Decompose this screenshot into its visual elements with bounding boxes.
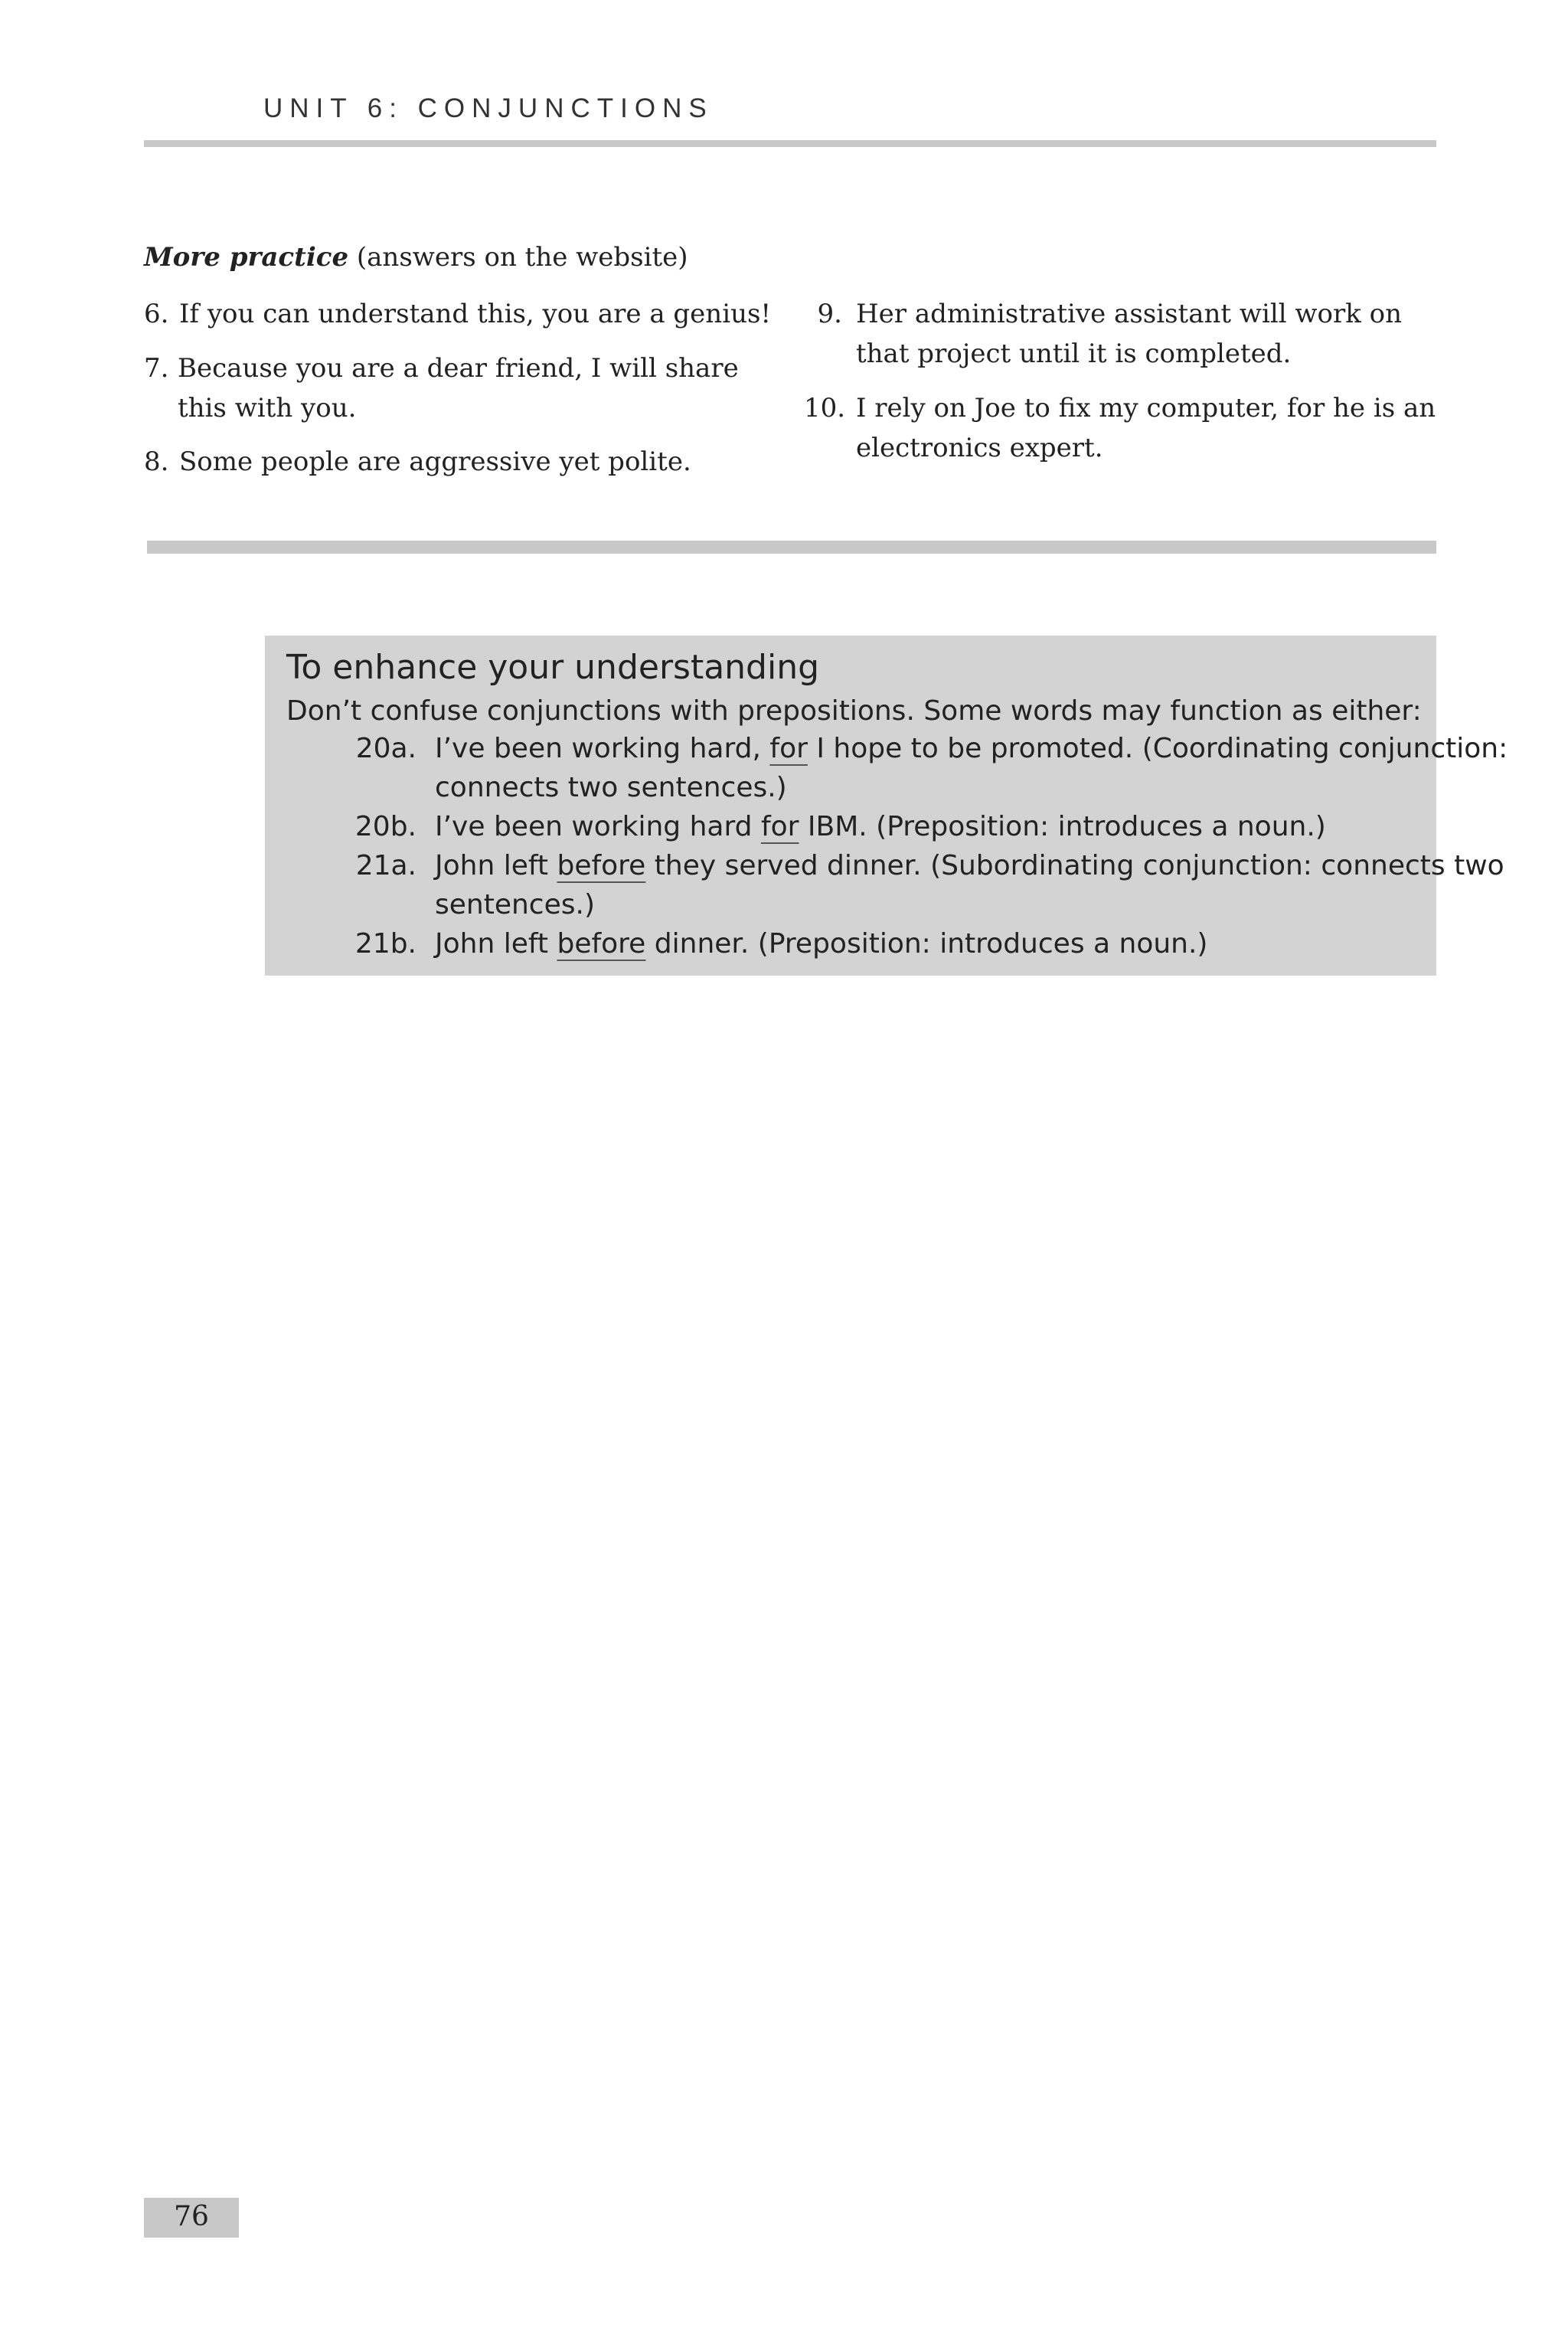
exercise-text: If you can understand this, you are a genius!	[179, 299, 772, 329]
example-text-pre: John left	[435, 850, 557, 881]
example-number: 20b.	[354, 811, 416, 842]
example-text-post: IBM. (Preposition: introduces a noun.)	[799, 811, 1326, 842]
example-item	[286, 807, 1427, 846]
exercise-number: 9.	[817, 299, 842, 329]
box-title: To enhance your understanding	[286, 648, 820, 687]
exercise-text: that project until it is completed.	[856, 338, 1292, 369]
box-intro: Don’t confuse conjunctions with prepositions. Some words may function as either:	[286, 695, 1422, 727]
more-practice-label: More practice	[144, 242, 349, 273]
exercise-item	[144, 348, 802, 433]
example-text-pre: John left	[435, 928, 557, 960]
underlined-word: for	[769, 733, 808, 764]
example-text-pre: I’ve been working hard	[435, 811, 761, 842]
example-number: 21a.	[355, 850, 416, 881]
exercise-text: electronics expert.	[856, 433, 1103, 463]
example-text-post: they served dinner. (Subordinating conjunction: connects two	[645, 850, 1504, 881]
underlined-word: before	[557, 928, 646, 960]
exercise-number: 8.	[144, 446, 169, 477]
example-number: 21b.	[354, 928, 416, 960]
exercise-item	[144, 442, 802, 488]
underlined-word: before	[557, 850, 646, 881]
example-item	[286, 729, 1508, 807]
exercise-number: 7.	[144, 353, 169, 384]
page-number: 76	[174, 2201, 209, 2232]
page-number-box	[144, 2198, 239, 2238]
example-text-continued: connects two sentences.)	[435, 772, 787, 803]
exercise-item	[812, 294, 1436, 378]
exercise-text: this with you.	[178, 393, 357, 423]
section-rule	[147, 541, 1436, 554]
example-text-post: I hope to be promoted. (Coordinating conjunction:	[807, 733, 1508, 764]
exercise-item	[804, 388, 1436, 472]
more-practice-note: (answers on the website)	[356, 242, 688, 273]
example-text	[435, 846, 1504, 885]
exercise-text: Her administrative assistant will work on	[856, 299, 1402, 329]
example-text	[435, 729, 1508, 768]
example-item	[286, 846, 1504, 924]
example-item	[286, 924, 1427, 963]
exercise-text: I rely on Joe to fix my computer, for he is an	[856, 393, 1436, 423]
exercise-number: 10.	[804, 393, 846, 423]
enhance-understanding-box	[265, 636, 1508, 976]
example-text	[435, 924, 1207, 963]
example-text-pre: I’ve been working hard,	[435, 733, 770, 764]
example-text-post: dinner. (Preposition: introduces a noun.)	[645, 928, 1208, 960]
example-text	[435, 807, 1326, 846]
header-rule	[144, 140, 1436, 147]
exercise-number: 6.	[144, 299, 169, 329]
example-number: 20a.	[355, 733, 416, 764]
exercise-text: Some people are aggressive yet polite.	[179, 446, 691, 477]
more-practice-heading	[144, 238, 688, 276]
exercise-text: Because you are a dear friend, I will share	[178, 353, 739, 384]
running-head: UNIT 6: CONJUNCTIONS	[263, 93, 714, 123]
exercise-item	[144, 294, 802, 340]
underlined-word: for	[760, 811, 799, 842]
example-text-continued: sentences.)	[435, 889, 595, 920]
